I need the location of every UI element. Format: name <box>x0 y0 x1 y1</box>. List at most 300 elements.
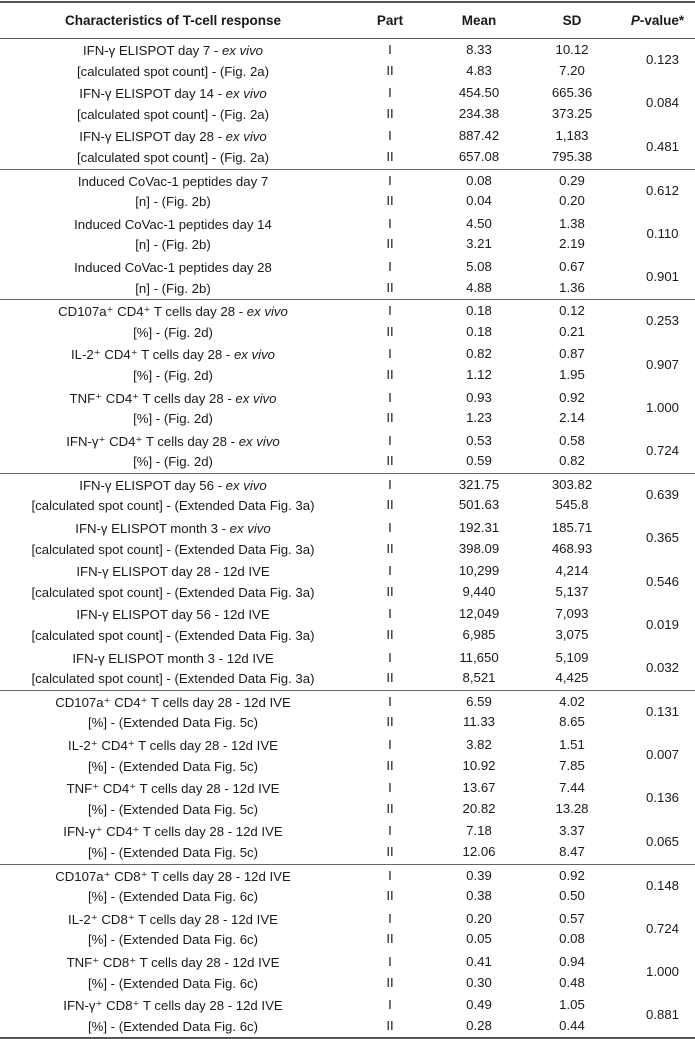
mean-value: 0.08 <box>466 172 492 188</box>
characteristic-line1 <box>0 779 346 800</box>
characteristic-label: Induced CoVac-1 peptides day 14 <box>74 216 272 232</box>
characteristic-unit-source: [%] - (Fig. 2d) <box>133 367 213 383</box>
p-value-cell: 0.901 <box>645 269 679 285</box>
characteristic-label: IFN-γ ELISPOT day 7 - <box>82 43 222 58</box>
part-value: I <box>388 42 392 57</box>
table-row <box>0 125 695 169</box>
sd-value: 7.44 <box>559 780 585 796</box>
sd-cell <box>524 517 620 560</box>
sd-value: 0.44 <box>559 1017 585 1033</box>
mean-cell <box>434 603 524 646</box>
mean-cell <box>434 473 524 517</box>
sd-cell <box>524 777 620 820</box>
characteristic-unit-source: [calculated spot count] - (Fig. 2a) <box>76 63 270 79</box>
mean-value: 4.88 <box>466 279 492 295</box>
characteristic-unit-source: [calculated spot count] - (Fig. 2a) <box>76 149 270 165</box>
characteristic-cell <box>0 690 346 734</box>
part-value: II <box>386 410 394 426</box>
sd-value: 1.38 <box>559 215 585 231</box>
part-value: II <box>386 800 394 816</box>
part-cell <box>346 473 434 517</box>
part-cell <box>346 647 434 691</box>
table-row <box>0 169 695 213</box>
t-cell-response-table <box>0 1 695 1039</box>
mean-value: 7.18 <box>466 823 492 839</box>
mean-value: 6.59 <box>466 693 492 709</box>
characteristic-line1 <box>0 693 346 714</box>
characteristic-unit-source: [calculated spot count] - (Extended Data Fig. 3a) <box>31 628 315 644</box>
sd-value: 1,183 <box>555 128 589 144</box>
characteristic-unit-source: [%] - (Extended Data Fig. 6c) <box>87 975 259 991</box>
mean-value: 3.21 <box>466 236 492 252</box>
characteristic-label: IFN-γ⁺ CD4⁺ T cells day 28 - 12d IVE <box>63 824 283 840</box>
table-row <box>0 864 695 908</box>
part-cell <box>346 213 434 256</box>
sd-value: 0.58 <box>559 432 585 448</box>
characteristic-line1 <box>0 345 346 366</box>
characteristic-unit-source: [%] - (Extended Data Fig. 6c) <box>87 932 259 948</box>
sd-value: 0.29 <box>559 172 585 188</box>
sd-value: 303.82 <box>551 476 593 492</box>
characteristic-unit-source: [calculated spot count] - (Extended Data Fig. 3a) <box>31 584 315 600</box>
part-cell <box>346 820 434 864</box>
sd-value: 665.36 <box>551 85 593 101</box>
characteristic-unit-source: [calculated spot count] - (Extended Data Fig. 3a) <box>31 541 315 557</box>
part-value: II <box>386 888 394 904</box>
characteristic-line1 <box>0 519 346 540</box>
mean-value: 10,299 <box>458 563 500 579</box>
mean-value: 4.50 <box>466 215 492 231</box>
characteristic-condition: ex vivo <box>233 347 275 363</box>
sd-value: 0.50 <box>559 888 585 904</box>
characteristic-condition: ex vivo <box>235 390 277 406</box>
part-cell <box>346 951 434 994</box>
part-value: I <box>388 823 392 839</box>
part-value: I <box>388 303 392 319</box>
part-cell <box>346 908 434 951</box>
characteristic-line1 <box>0 867 346 888</box>
characteristic-unit-source: [%] - (Extended Data Fig. 5c) <box>87 801 259 817</box>
sd-cell <box>524 908 620 951</box>
characteristic-cell <box>0 125 346 169</box>
sd-cell <box>524 690 620 734</box>
sd-value: 185.71 <box>551 520 593 536</box>
sd-value: 1.51 <box>559 737 585 752</box>
part-value: I <box>388 693 392 709</box>
mean-cell <box>434 343 524 386</box>
characteristic-condition: ex vivo <box>238 433 280 449</box>
characteristic-cell <box>0 647 346 691</box>
sd-value: 8.65 <box>559 714 585 730</box>
sd-value: 0.20 <box>559 193 585 209</box>
characteristic-label: CD107a⁺ CD4⁺ T cells day 28 - 12d IVE <box>55 694 291 710</box>
p-value-cell: 0.546 <box>645 573 679 589</box>
p-value-cell: 0.481 <box>645 138 679 154</box>
mean-cell <box>434 734 524 777</box>
mean-value: 0.93 <box>466 389 492 405</box>
characteristic-label: IL-2⁺ CD8⁺ T cells day 28 - 12d IVE <box>68 911 278 927</box>
part-cell <box>346 864 434 908</box>
sd-cell <box>524 39 620 83</box>
table-row <box>0 690 695 734</box>
table-row <box>0 734 695 777</box>
part-value: II <box>386 366 394 382</box>
sd-cell <box>524 387 620 430</box>
mean-cell <box>434 256 524 300</box>
p-value-cell: 0.724 <box>645 442 679 458</box>
part-value: II <box>386 931 394 947</box>
part-cell <box>346 517 434 560</box>
sd-value: 0.57 <box>559 910 585 926</box>
table-row <box>0 430 695 474</box>
characteristic-cell <box>0 343 346 386</box>
characteristic-cell <box>0 430 346 474</box>
sd-value: 373.25 <box>551 105 593 121</box>
part-cell <box>346 560 434 603</box>
characteristic-label: TNF⁺ CD8⁺ T cells day 28 - 12d IVE <box>66 954 280 970</box>
characteristic-cell <box>0 603 346 646</box>
mean-value: 0.28 <box>466 1017 492 1033</box>
mean-cell <box>434 994 524 1038</box>
p-value-cell: 0.639 <box>645 487 679 503</box>
mean-value: 887.42 <box>458 128 500 144</box>
mean-cell <box>434 777 524 820</box>
mean-value: 20.82 <box>462 800 496 816</box>
mean-cell <box>434 387 524 430</box>
part-value: I <box>388 85 392 101</box>
sd-value: 0.67 <box>559 258 585 274</box>
characteristic-cell <box>0 951 346 994</box>
sd-value: 3.37 <box>559 823 585 839</box>
table-group <box>0 169 695 300</box>
header-mean: Mean <box>461 13 497 28</box>
characteristic-line1 <box>0 389 346 410</box>
table-row <box>0 39 695 83</box>
part-value: I <box>388 867 392 883</box>
characteristic-unit-source: [%] - (Fig. 2d) <box>133 411 213 427</box>
table-group <box>0 473 695 690</box>
mean-cell <box>434 517 524 560</box>
mean-value: 8.33 <box>466 42 492 57</box>
characteristic-line1 <box>0 41 346 62</box>
mean-cell <box>434 300 524 344</box>
mean-value: 234.38 <box>458 105 500 121</box>
part-value: II <box>386 670 394 686</box>
characteristic-line1 <box>0 736 346 757</box>
p-value-cell: 0.032 <box>645 659 679 675</box>
table-group <box>0 864 695 1038</box>
sd-cell <box>524 603 620 646</box>
sd-value: 795.38 <box>551 148 593 164</box>
part-value: I <box>388 780 392 796</box>
table-header <box>0 2 695 39</box>
characteristic-unit-source: [n] - (Fig. 2b) <box>135 237 211 253</box>
characteristic-unit-source: [calculated spot count] - (Extended Data Fig. 3a) <box>31 498 315 514</box>
characteristic-unit-source: [%] - (Extended Data Fig. 5c) <box>87 758 259 774</box>
mean-value: 6,985 <box>462 627 496 643</box>
mean-cell <box>434 82 524 125</box>
sd-cell <box>524 994 620 1038</box>
characteristic-line1 <box>0 953 346 974</box>
sd-value: 2.14 <box>559 410 585 426</box>
mean-value: 10.92 <box>462 757 496 773</box>
part-value: I <box>388 606 392 622</box>
sd-cell <box>524 125 620 169</box>
part-value: I <box>388 910 392 926</box>
sd-value: 7.20 <box>559 62 585 78</box>
part-value: II <box>386 627 394 643</box>
part-value: I <box>388 563 392 579</box>
characteristic-unit-source: [%] - (Extended Data Fig. 5c) <box>87 715 259 731</box>
mean-value: 321.75 <box>458 476 500 492</box>
sd-cell <box>524 169 620 213</box>
sd-value: 468.93 <box>551 540 593 556</box>
p-value-cell: 0.131 <box>645 704 679 720</box>
sd-value: 0.82 <box>559 453 585 469</box>
part-value: II <box>386 105 394 121</box>
mean-value: 9,440 <box>462 583 496 599</box>
characteristic-line1 <box>0 215 346 236</box>
p-value-cell: 0.907 <box>645 356 679 372</box>
table-group <box>0 690 695 864</box>
characteristic-unit-source: [%] - (Extended Data Fig. 6c) <box>87 889 259 905</box>
sd-value: 1.36 <box>559 279 585 295</box>
part-value: I <box>388 172 392 188</box>
part-value: II <box>386 236 394 252</box>
mean-value: 0.38 <box>466 888 492 904</box>
mean-value: 0.82 <box>466 346 492 362</box>
part-value: II <box>386 843 394 859</box>
mean-value: 0.49 <box>466 997 492 1013</box>
part-value: I <box>388 215 392 231</box>
table-row <box>0 387 695 430</box>
mean-value: 8,521 <box>462 670 496 686</box>
characteristic-line1 <box>0 84 346 105</box>
characteristic-line1 <box>0 605 346 626</box>
mean-cell <box>434 908 524 951</box>
mean-value: 4.83 <box>466 62 492 78</box>
header-characteristics: Characteristics of T-cell response <box>64 13 282 28</box>
characteristic-cell <box>0 517 346 560</box>
part-cell <box>346 169 434 213</box>
sd-cell <box>524 951 620 994</box>
characteristic-unit-source: [n] - (Fig. 2b) <box>135 280 211 296</box>
part-cell <box>346 387 434 430</box>
sd-cell <box>524 560 620 603</box>
part-value: I <box>388 737 392 752</box>
characteristic-condition: ex vivo <box>229 521 271 537</box>
characteristic-label: IFN-γ ELISPOT day 28 - 12d IVE <box>76 564 270 580</box>
sd-value: 10.12 <box>555 42 589 57</box>
part-value: I <box>388 389 392 405</box>
characteristic-condition: ex vivo <box>225 86 267 102</box>
mean-value: 0.59 <box>466 453 492 469</box>
part-cell <box>346 430 434 474</box>
sd-cell <box>524 473 620 517</box>
characteristic-line1 <box>0 649 346 670</box>
sd-value: 0.92 <box>559 867 585 883</box>
table-row <box>0 560 695 603</box>
p-value-cell: 0.148 <box>645 877 679 893</box>
table-row <box>0 603 695 646</box>
sd-cell <box>524 343 620 386</box>
part-cell <box>346 777 434 820</box>
mean-value: 12.06 <box>462 843 496 859</box>
characteristic-cell <box>0 473 346 517</box>
part-cell <box>346 994 434 1038</box>
sd-value: 7.85 <box>559 757 585 773</box>
characteristic-label: IFN-γ ELISPOT day 56 - 12d IVE <box>76 607 270 623</box>
characteristic-unit-source: [calculated spot count] - (Fig. 2a) <box>76 106 270 122</box>
table-row <box>0 473 695 517</box>
mean-value: 12,049 <box>458 606 500 622</box>
part-value: II <box>386 62 394 78</box>
part-cell <box>346 300 434 344</box>
p-value-cell: 0.084 <box>645 95 679 111</box>
characteristic-cell <box>0 560 346 603</box>
characteristic-unit-source: [%] - (Fig. 2d) <box>133 454 213 470</box>
characteristic-label: Induced CoVac-1 peptides day 7 <box>77 173 269 189</box>
header-sd: SD <box>562 13 582 28</box>
characteristic-label: IFN-γ ELISPOT day 14 - <box>79 86 226 102</box>
header-row <box>0 2 695 39</box>
characteristic-label: IL-2⁺ CD4⁺ T cells day 28 - 12d IVE <box>68 738 278 753</box>
sd-value: 0.21 <box>559 323 585 339</box>
characteristic-cell <box>0 82 346 125</box>
characteristic-label: CD107a⁺ CD8⁺ T cells day 28 - 12d IVE <box>55 868 291 884</box>
sd-value: 4.02 <box>559 693 585 709</box>
p-value-cell: 0.065 <box>645 833 679 849</box>
mean-value: 5.08 <box>466 258 492 274</box>
part-value: II <box>386 148 394 164</box>
mean-value: 13.67 <box>462 780 496 796</box>
table-row <box>0 951 695 994</box>
part-cell <box>346 603 434 646</box>
characteristic-condition: ex vivo <box>225 129 267 145</box>
p-value-cell: 0.612 <box>645 182 679 198</box>
characteristic-label: IFN-γ ELISPOT day 28 - <box>79 129 226 145</box>
mean-cell <box>434 213 524 256</box>
sd-value: 4,425 <box>555 670 589 686</box>
mean-value: 501.63 <box>458 497 500 513</box>
characteristic-cell <box>0 864 346 908</box>
characteristic-line1 <box>0 258 346 279</box>
characteristic-line1 <box>0 910 346 931</box>
mean-value: 11,650 <box>459 649 499 665</box>
part-value: I <box>388 346 392 362</box>
mean-cell <box>434 125 524 169</box>
p-value-cell: 0.365 <box>645 530 679 546</box>
mean-value: 0.18 <box>466 323 492 339</box>
table-row <box>0 777 695 820</box>
sd-value: 7,093 <box>555 606 589 622</box>
mean-cell <box>434 864 524 908</box>
table-row <box>0 994 695 1038</box>
mean-cell <box>434 690 524 734</box>
characteristic-line1 <box>0 562 346 583</box>
sd-value: 1.95 <box>559 366 585 382</box>
table-group <box>0 39 695 170</box>
sd-value: 2.19 <box>559 236 585 252</box>
table-group <box>0 300 695 474</box>
characteristic-label: IFN-γ ELISPOT day 56 - <box>79 477 226 493</box>
table-row <box>0 300 695 344</box>
header-p-value <box>620 2 695 39</box>
part-value: I <box>388 432 392 448</box>
mean-cell <box>434 430 524 474</box>
header-p-rest: -value* <box>639 13 685 28</box>
part-value: II <box>386 279 394 295</box>
mean-value: 0.20 <box>466 910 492 926</box>
part-value: II <box>386 757 394 773</box>
characteristic-cell <box>0 908 346 951</box>
mean-cell <box>434 169 524 213</box>
sd-value: 0.94 <box>559 953 585 969</box>
sd-value: 0.12 <box>559 303 585 319</box>
p-value-cell: 0.019 <box>645 616 679 632</box>
sd-cell <box>524 864 620 908</box>
sd-cell <box>524 213 620 256</box>
mean-cell <box>434 951 524 994</box>
part-value: I <box>388 997 392 1013</box>
characteristic-cell <box>0 734 346 777</box>
sd-value: 1.05 <box>559 997 585 1013</box>
mean-value: 0.30 <box>466 974 492 990</box>
sd-cell <box>524 647 620 691</box>
table-row <box>0 256 695 300</box>
characteristic-unit-source: [%] - (Extended Data Fig. 6c) <box>87 1018 259 1034</box>
part-cell <box>346 343 434 386</box>
part-value: II <box>386 1017 394 1033</box>
part-value: II <box>386 323 394 339</box>
table-row <box>0 908 695 951</box>
sd-cell <box>524 256 620 300</box>
mean-value: 1.12 <box>466 366 492 382</box>
part-value: II <box>386 193 394 209</box>
characteristic-line1 <box>0 432 346 453</box>
p-value-cell: 0.136 <box>645 790 679 806</box>
header-part: Part <box>376 13 404 28</box>
p-value-cell: 0.724 <box>645 921 679 937</box>
characteristic-unit-source: [%] - (Fig. 2d) <box>133 324 213 340</box>
characteristic-cell <box>0 994 346 1038</box>
mean-value: 0.41 <box>466 953 492 969</box>
characteristic-label: Induced CoVac-1 peptides day 28 <box>74 259 272 275</box>
characteristic-label: IFN-γ⁺ CD4⁺ T cells day 28 - <box>66 433 239 449</box>
sd-cell <box>524 820 620 864</box>
characteristic-cell <box>0 777 346 820</box>
characteristic-cell <box>0 169 346 213</box>
characteristic-unit-source: [%] - (Extended Data Fig. 5c) <box>87 844 259 860</box>
sd-value: 5,137 <box>555 583 589 599</box>
p-value-cell: 1.000 <box>645 399 679 415</box>
characteristic-unit-source: [n] - (Fig. 2b) <box>135 194 211 210</box>
p-value-cell: 0.110 <box>646 226 679 242</box>
mean-value: 11.33 <box>462 714 496 730</box>
table-row <box>0 820 695 864</box>
mean-value: 398.09 <box>458 540 500 556</box>
part-cell <box>346 125 434 169</box>
characteristic-label: IFN-γ ELISPOT month 3 - <box>75 521 230 537</box>
part-value: II <box>386 583 394 599</box>
part-value: I <box>388 476 392 492</box>
mean-value: 0.18 <box>466 303 492 319</box>
sd-value: 5,109 <box>555 649 589 665</box>
sd-value: 0.08 <box>559 931 585 947</box>
sd-cell <box>524 734 620 777</box>
mean-cell <box>434 647 524 691</box>
mean-value: 454.50 <box>458 85 500 101</box>
